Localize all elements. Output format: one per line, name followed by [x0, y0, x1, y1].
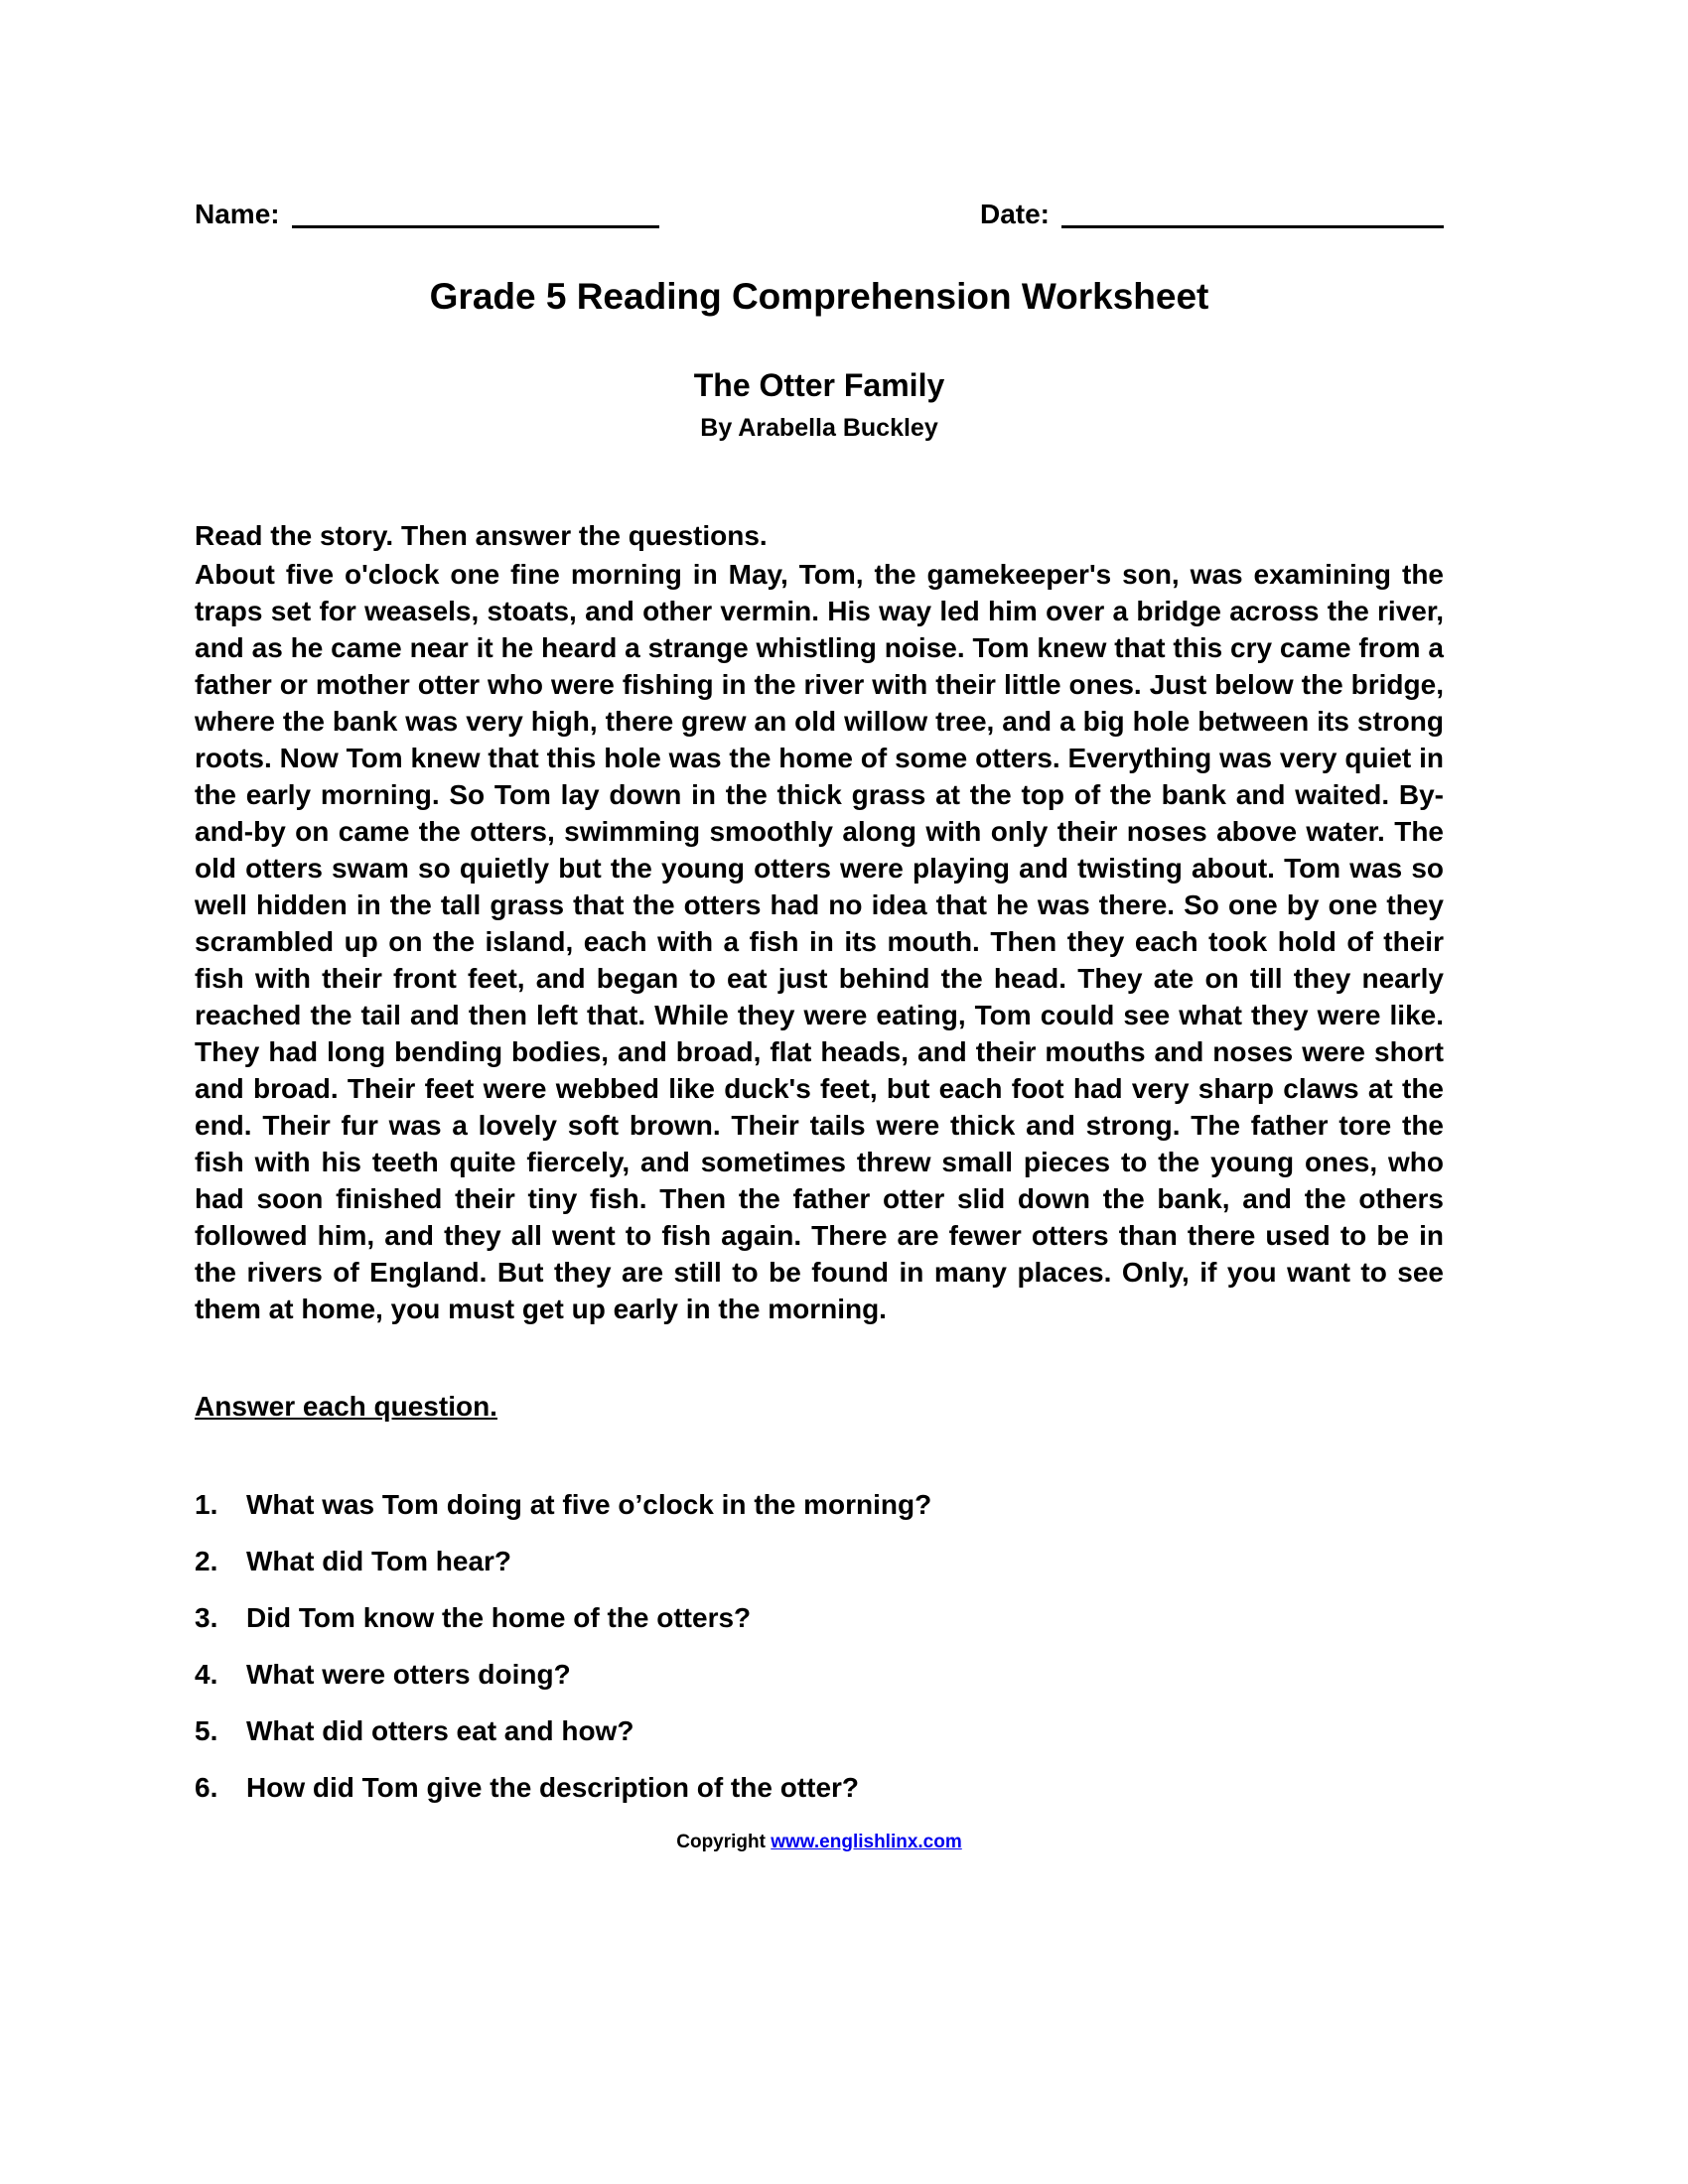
- answer-section-heading: Answer each question.: [195, 1391, 497, 1422]
- englishlinx-link[interactable]: www.englishlinx.com: [771, 1832, 962, 1852]
- question-text: What were otters doing?: [246, 1659, 571, 1690]
- question-number: 6.: [195, 1772, 218, 1803]
- name-field-group: [195, 199, 659, 230]
- story-byline: By Arabella Buckley: [700, 414, 938, 442]
- question-row: [195, 1599, 1444, 1636]
- name-blank-line: [292, 219, 659, 228]
- question-text: What was Tom doing at five o’clock in the morning?: [246, 1489, 932, 1520]
- copyright-label: Copyright: [676, 1832, 766, 1852]
- date-label: Date:: [979, 199, 1050, 229]
- story-body-text: About five o'clock one fine morning in May, Tom, the gamekeeper's son, was examining the traps set for weasels, stoats, and other vermin. His way led him over a bridge across the river, and as he came near it he heard a strange whistling noise. Tom knew that this cry came from a father or mother otter who were fishing in the river with their little ones. Just below the bridge, where the bank was very high, there grew an old willow tree, and a big hole between its strong roots. Now Tom knew that this hole was the home of some otters. Everything was very quiet in the early morning. So Tom lay down in the thick grass at the top of the bank and waited. By-and-by on came the otters, swimming smoothly along with only their noses above water. The old otters swam so quietly but the young otters were playing and twisting about. Tom was so well hidden in the tall grass that the otters had no idea that he was there. So one by one they scrambled up on the island, each with a fish in its mouth. Then they each took hold of their fish with their front feet, and began to eat just behind the head. They ate on till they nearly reached the tail and then left that. While they were eating, Tom could see what they were like. They had long bending bodies, and broad, flat heads, and their mouths and noses were short and broad. Their feet were webbed like duck's feet, but each foot had very sharp claws at the end. Their fur was a lovely soft brown. Their tails were thick and strong. The father tore the fish with his teeth quite fiercely, and sometimes threw small pieces to the young ones, who had soon finished their tiny fish. Then the father otter slid down the bank, and the others followed him, and they all went to fish again. There are fewer otters than there used to be in the rivers of England. But they are still to be found in many places. Only, if you want to see them at home, you must get up early in the morning.: [195, 559, 1444, 1324]
- question-list: [195, 1486, 1444, 1806]
- question-number: 4.: [195, 1659, 218, 1690]
- question-text: Did Tom know the home of the otters?: [246, 1602, 752, 1633]
- question-text: How did Tom give the description of the otter?: [246, 1772, 860, 1803]
- question-number: 1.: [195, 1489, 218, 1520]
- worksheet-content: [195, 0, 1444, 1853]
- question-row: [195, 1656, 1444, 1693]
- question-text: What did Tom hear?: [246, 1546, 512, 1576]
- date-field-group: [980, 199, 1444, 230]
- copyright-footer: [195, 1832, 1444, 1853]
- page-title: Grade 5 Reading Comprehension Worksheet: [429, 276, 1209, 317]
- name-label: Name:: [195, 199, 280, 229]
- question-number: 5.: [195, 1715, 218, 1746]
- story-instructions: Read the story. Then answer the questions.: [195, 520, 768, 551]
- question-number: 3.: [195, 1602, 218, 1633]
- question-number: 2.: [195, 1546, 218, 1576]
- question-row: [195, 1769, 1444, 1806]
- question-row: [195, 1486, 1444, 1523]
- story-title: The Otter Family: [693, 367, 945, 403]
- header-row: [195, 199, 1444, 230]
- date-blank-line: [1061, 219, 1444, 228]
- question-text: What did otters eat and how?: [246, 1715, 634, 1746]
- question-row: [195, 1543, 1444, 1579]
- question-row: [195, 1712, 1444, 1749]
